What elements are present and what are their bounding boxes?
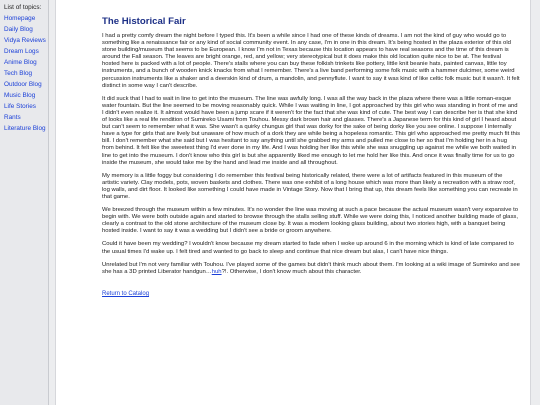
- sidebar-item-tech-blog[interactable]: Tech Blog: [4, 70, 33, 77]
- sidebar-item-anime-blog[interactable]: Anime Blog: [4, 59, 37, 66]
- sidebar-item-dream-logs[interactable]: Dream Logs: [4, 48, 39, 55]
- last-paragraph-text-before: Unrelated but I'm not very familiar with Touhou. I've played some of the games but didn't think much about them. I'm looking at a wiki image of Sumireko and see she has a 3D printed Liberator handgun…: [102, 261, 520, 275]
- sidebar: [0, 0, 49, 405]
- last-paragraph-text-after: ?!. Otherwise, I don't know much about this character.: [221, 268, 362, 275]
- huh-link[interactable]: huh: [211, 268, 222, 275]
- article-paragraph: Could it have been my wedding? I wouldn't know because my dream started to fade when I woke up around 6 in the morning which is kind of late compared to the usual times I'd wake up. I felt tired and wanted to go back to sleep and continue that nice dream but alas, I can't have nice things.: [102, 241, 514, 255]
- sidebar-item-literature-blog[interactable]: Literature Blog: [4, 125, 46, 132]
- sidebar-item-life-stories[interactable]: Life Stories: [4, 103, 36, 110]
- sidebar-item-homepage[interactable]: Homepage: [4, 15, 36, 22]
- sidebar-item-vidya-reviews[interactable]: Vidya Reviews: [4, 37, 46, 44]
- article-paragraph: It did suck that I had to wait in line to get into the museum. The line was awfully long. I was all the way back in the plaza where there was a little roman-esque water fountain. But the line seemed to be moving reasonably quick. While I was waiting in line, I got approached by this girl who was standing in front of me and I didn't even realize it. It almost would have been a jump scare if it weren't for the fact that she was kind of cute. The best way I can describe her is that she kind of looks like a real life rendition of Sumireko Usami from Touhou. Messy dark brown hair and glasses. There's a Japanese term for this kind of girl I heard about but can't seem to remember what it was. She wasn't a quirky chungus girl that was dorky for the sake of being dorky like you see online. I suppose I internally have a type for girls that are lively but unaware of how much of a dork they are while being a hopeless romantic. This girl who approached me pretty much fit this bill. I don't remember what she said but I was hesitant to say anything until she grabbed my arms and pulled me close to her so that I'm holding her in a hug from behind. It felt like the sweetest thing I'd ever done in my life. And I was holding her like this while she was snuggling up against me while we both waited in line to get into the museum. I don't know who this girl is but she apparently liked me enough to let me hold her like this. And once it was finally time for us to go inside the museum, she would take me by the hand and lead me inside and all throughout.: [102, 95, 521, 166]
- sidebar-item-music-blog[interactable]: Music Blog: [4, 92, 36, 99]
- topics-label: List of topics:: [4, 4, 42, 11]
- article-paragraph-last: [102, 262, 520, 276]
- article-paragraph: We breezed through the museum within a few minutes. It's no wonder the line was moving at such a pace because the actual museum wasn't very expansive to begin with. We were both outside again and started to browse through the stalls selling stuff. While we were doing this, I noticed another building made of glass, clearly a contrast to the old stone architecture of the museum close by. It was a modern looking glass building, about two stories high, with a banquet being hosted inside. I want to say it was a wedding but I didn't see a bride or groom anywhere.: [102, 207, 519, 235]
- article-paragraph: I had a pretty comfy dream the night before I typed this. It's been a while since I had one of these kinds of dreams. I am not the kind of guy who would go to something like a renaissance fair or any kind of social community event. In any case, I'm in one in this dream. It's being hosted in the plaza exterior of this old stone building/museum that seems to be European. I know I'm not in Texas because this location appears to have real seasons and the time of this dream is around the Fall season. The leaves are bright orange, red, and yellow; very stereotypical but it does make this old location quite nice to be at. The festival hosted here is packed with a lot of people. There's stalls where you can buy these folkish trinkets like pottery, little knit beanie hats, painted canvas, little toy instruments, and a bunch of wooden knick knacks from what I remember. There's a live band performing some folk music with a hammer dulcimer, some weird percussion instruments like a shaker and a deerskin kind of drum, a mandolin, and pennyflute. I want to say it was kind of like celtic folk music but it wasn't. It felt distinct in some way I can't describe.: [102, 33, 520, 89]
- article-container: [55, 0, 531, 405]
- sidebar-item-outdoor-blog[interactable]: Outdoor Blog: [4, 81, 42, 88]
- page-title: The Historical Fair: [102, 16, 186, 27]
- return-to-catalog-link[interactable]: Return to Catalog: [102, 290, 150, 297]
- article-paragraph: My memory is a little foggy but considering I do remember this festival being historically related, there were a lot of artifacts featured in this museum of the artistic variety. Clay models, pots, woven baskets and clothes. There was one exhibit of a long house which was more than likely a recreation with a straw roof, log walls, and dirt floor. It looked like something I could have made in Vintage Story. Now that I bring that up, this dream feels like something you can recreate in that game.: [102, 172, 518, 200]
- sidebar-item-daily-blog[interactable]: Daily Blog: [4, 26, 33, 33]
- sidebar-item-rants[interactable]: Rants: [4, 114, 21, 121]
